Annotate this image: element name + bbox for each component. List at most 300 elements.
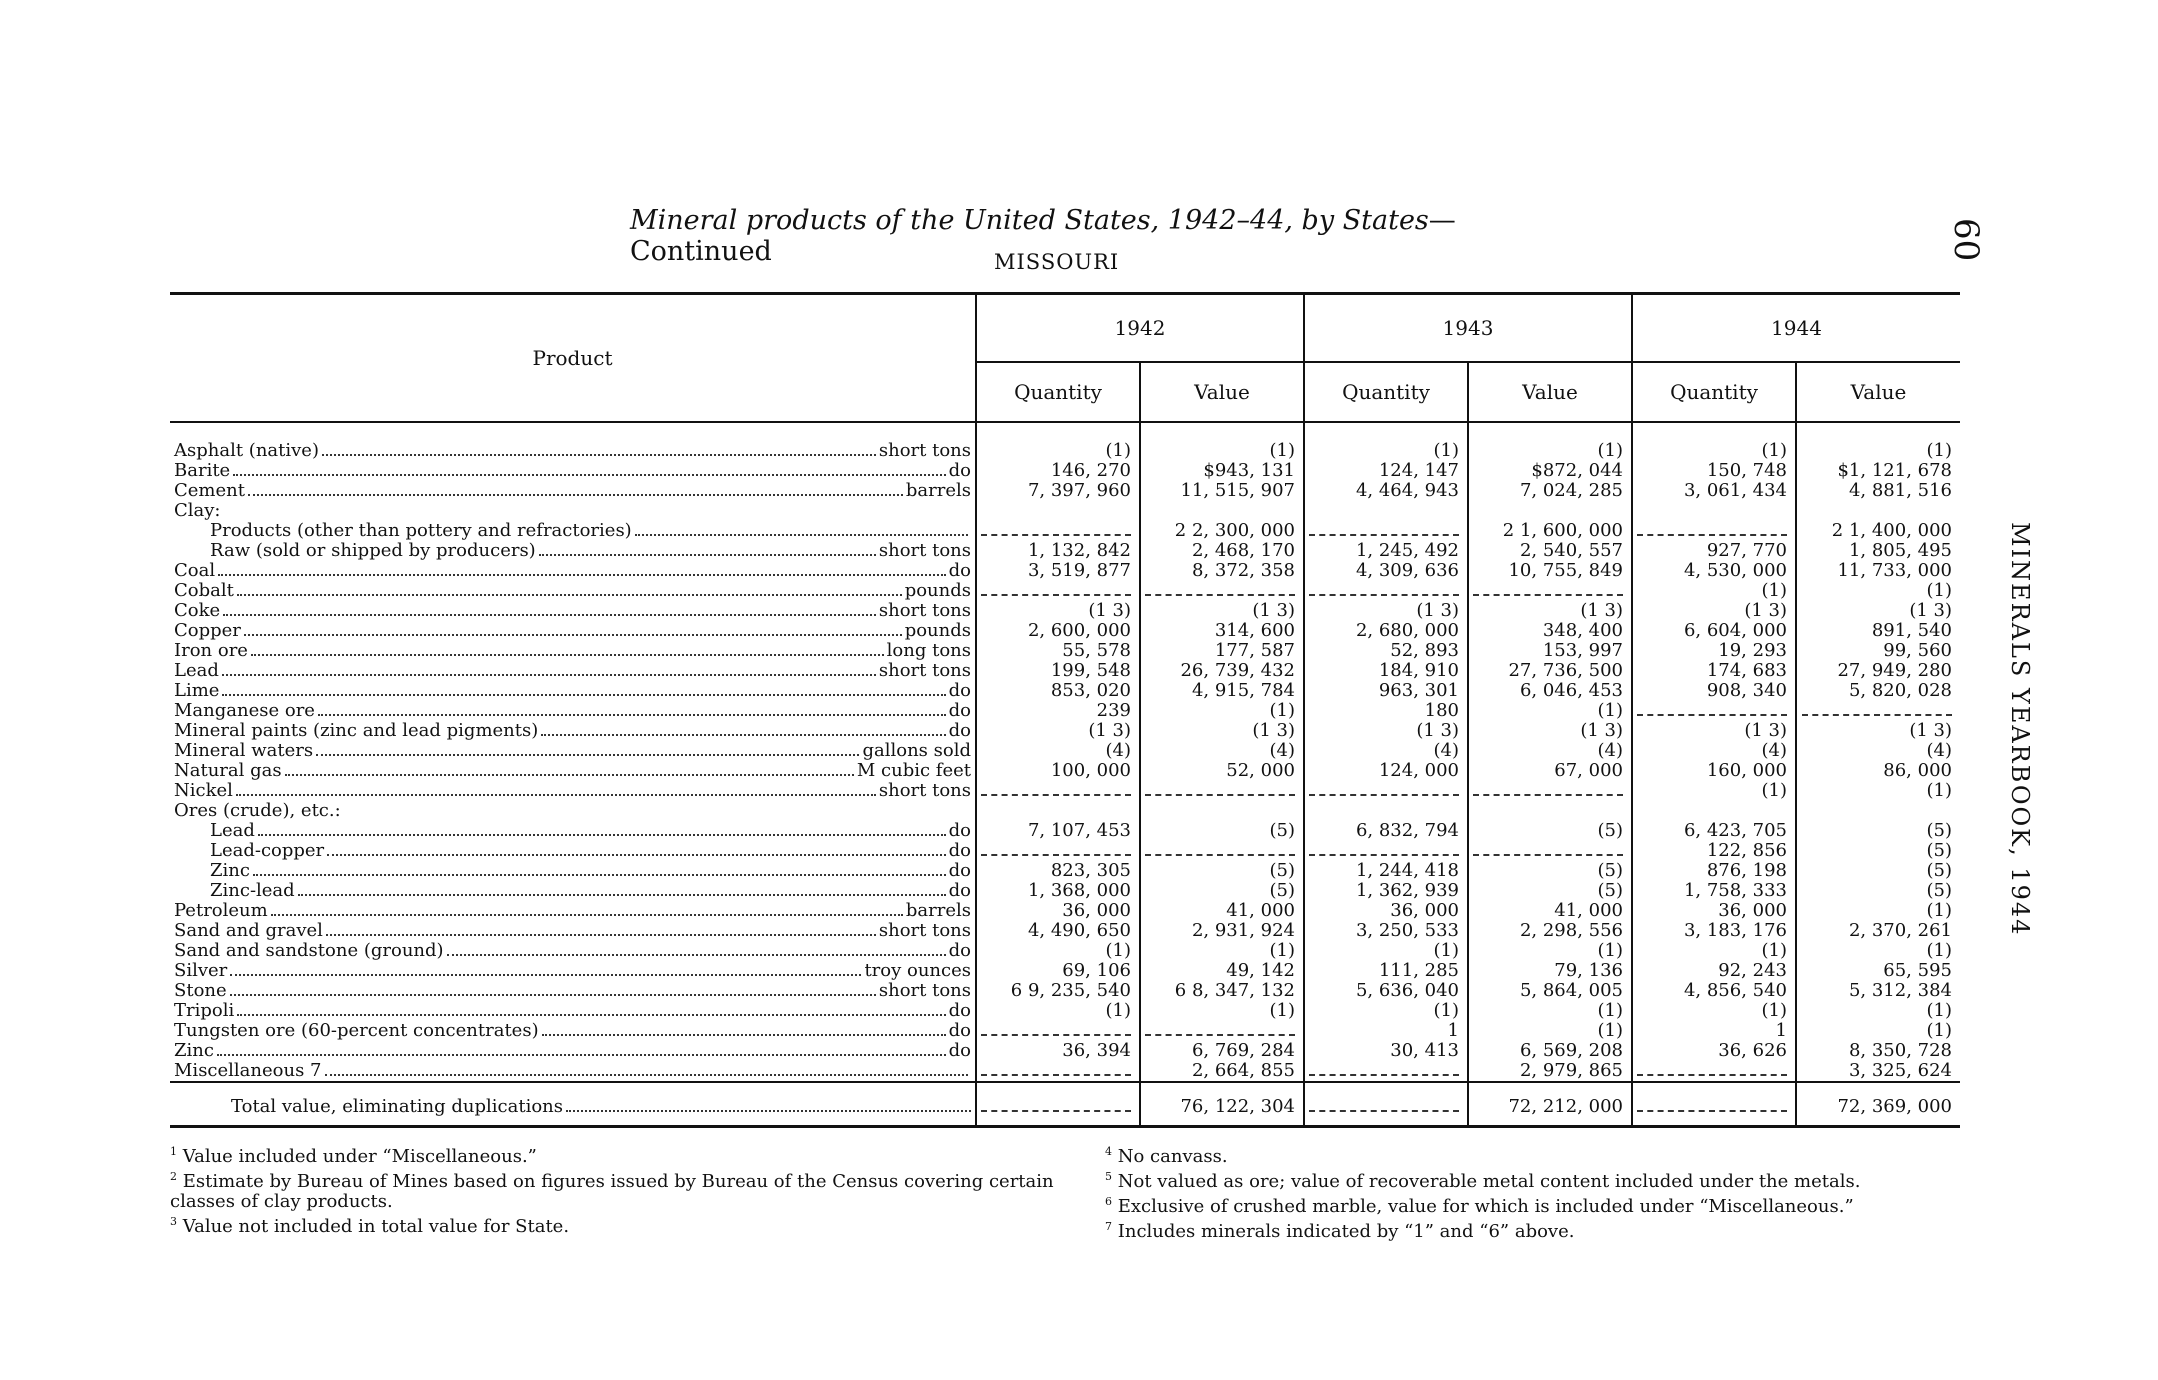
number-cell: [1632, 501, 1796, 521]
number-cell: [1796, 721, 1960, 741]
cell-value: (5): [1926, 820, 1952, 841]
table-row: [170, 941, 1960, 961]
footnote-mark: 2: [170, 1170, 177, 1183]
product-cell: [170, 1001, 976, 1021]
product-cell: [170, 721, 976, 741]
cell-value: (5): [1269, 820, 1295, 841]
blank-dash: [1473, 782, 1623, 796]
number-cell: [1468, 461, 1632, 481]
number-cell: [1468, 641, 1632, 661]
product-name: Coal: [174, 561, 216, 581]
cell-value: 10, 755, 849: [1508, 560, 1623, 581]
total-cell: [1796, 1082, 1960, 1127]
number-cell: [1796, 701, 1960, 721]
number-cell: [976, 801, 1140, 821]
product-unit: do: [948, 1041, 971, 1061]
number-cell: [1140, 721, 1304, 741]
number-cell: [1304, 781, 1468, 801]
product-cell: [170, 661, 976, 681]
product-cell: [170, 781, 976, 801]
number-cell: [1632, 661, 1796, 681]
number-cell: [1632, 701, 1796, 721]
blank-dash: [1309, 522, 1459, 536]
cell-value: 41, 000: [1226, 900, 1295, 921]
cell-value: 2, 664, 855: [1191, 1060, 1295, 1081]
cell-value: (4): [1597, 740, 1623, 761]
cell-value: 4, 915, 784: [1191, 680, 1295, 701]
cell-value: (1): [1761, 780, 1787, 801]
number-cell: [1632, 1001, 1796, 1021]
product-unit: do: [948, 841, 971, 861]
mineral-products-table: [170, 292, 1960, 1128]
cell-value: (4): [1433, 740, 1459, 761]
product-name: Miscellaneous 7: [174, 1061, 322, 1081]
value-header: Value: [1796, 362, 1960, 422]
cell-value: (1 3): [1416, 720, 1459, 741]
blank-dash: [1309, 582, 1459, 596]
cell-value: 1, 368, 000: [1027, 880, 1131, 901]
number-cell: [976, 1001, 1140, 1021]
quantity-header: Quantity: [1304, 362, 1468, 422]
number-cell: [976, 981, 1140, 1001]
table-row: [170, 901, 1960, 921]
cell-value: 2, 931, 924: [1191, 920, 1295, 941]
cell-value: (1): [1269, 700, 1295, 721]
number-cell: [1140, 761, 1304, 781]
cell-value: 7, 397, 960: [1027, 480, 1131, 501]
number-cell: [1796, 601, 1960, 621]
cell-value: 4, 530, 000: [1683, 560, 1787, 581]
number-cell: [976, 741, 1140, 761]
number-cell: [976, 621, 1140, 641]
number-cell: [1796, 661, 1960, 681]
number-cell: [1140, 501, 1304, 521]
state-heading: MISSOURI: [994, 250, 1120, 274]
cell-value: 8, 350, 728: [1848, 1040, 1952, 1061]
number-cell: [1140, 981, 1304, 1001]
footnote-mark: 4: [1105, 1145, 1112, 1158]
number-cell: [1140, 941, 1304, 961]
product-unit: short tons: [878, 981, 971, 1001]
footnotes-left: [170, 1142, 1060, 1237]
number-cell: [1468, 981, 1632, 1001]
table-row: [170, 1041, 1960, 1061]
product-cell: [170, 841, 976, 861]
cell-value: (1): [1105, 440, 1131, 461]
number-cell: [1304, 661, 1468, 681]
total-cell: [1304, 1082, 1468, 1127]
blank-dash: [1637, 702, 1787, 716]
product-name: Ores (crude), etc.:: [174, 801, 341, 821]
footnote: [1105, 1167, 1985, 1192]
number-cell: [1632, 422, 1796, 461]
number-cell: [1632, 581, 1796, 601]
number-cell: [1796, 921, 1960, 941]
footnote-text: Exclusive of crushed marble, value for which is included under “Miscellaneous.”: [1117, 1196, 1854, 1217]
cell-value: (1 3): [1088, 720, 1131, 741]
product-cell: [170, 861, 976, 881]
number-cell: [1632, 681, 1796, 701]
number-cell: [1632, 561, 1796, 581]
product-cell: [170, 641, 976, 661]
cell-value: 36, 000: [1390, 900, 1459, 921]
blank-dash: [1309, 782, 1459, 796]
table-row: [170, 1001, 1960, 1021]
footnote: [170, 1167, 1060, 1212]
cell-value: 122, 856: [1706, 840, 1787, 861]
number-cell: [976, 422, 1140, 461]
table-row: [170, 701, 1960, 721]
cell-value: 36, 000: [1718, 900, 1787, 921]
product-cell: [170, 461, 976, 481]
product-unit: do: [948, 1001, 971, 1021]
cell-value: 52, 893: [1390, 640, 1459, 661]
number-cell: [1468, 1061, 1632, 1082]
total-cell: [1468, 1082, 1632, 1127]
product-unit: short tons: [878, 601, 971, 621]
product-unit: do: [948, 821, 971, 841]
cell-value: 876, 198: [1706, 860, 1787, 881]
value-header: Value: [1468, 362, 1632, 422]
product-unit: do: [948, 721, 971, 741]
cell-value: 184, 910: [1378, 660, 1459, 681]
blank-dash: [1637, 1062, 1787, 1076]
cell-value: 314, 600: [1214, 620, 1295, 641]
cell-value: 177, 587: [1214, 640, 1295, 661]
cell-value: 36, 626: [1718, 1040, 1787, 1061]
cell-value: 92, 243: [1718, 960, 1787, 981]
cell-value: 927, 770: [1706, 540, 1787, 561]
table-row: [170, 581, 1960, 601]
product-cell: [170, 901, 976, 921]
cell-value: (1 3): [1252, 720, 1295, 741]
cell-value: (1 3): [1580, 720, 1623, 741]
cell-value: (1): [1597, 1020, 1623, 1041]
product-name: Sand and sandstone (ground): [174, 941, 444, 961]
number-cell: [976, 961, 1140, 981]
cell-value: (1): [1761, 1000, 1787, 1021]
number-cell: [1304, 741, 1468, 761]
cell-value: 146, 270: [1050, 460, 1131, 481]
total-cell: [976, 1082, 1140, 1127]
product-name: Mineral waters: [174, 741, 314, 761]
blank-dash: [1473, 842, 1623, 856]
blank-dash: [1802, 702, 1952, 716]
table-row: [170, 661, 1960, 681]
cell-value: 891, 540: [1871, 620, 1952, 641]
cell-value: (1): [1269, 1000, 1295, 1021]
blank-dash: [1637, 522, 1787, 536]
page-number: 60: [1946, 218, 1986, 262]
cell-value: (1): [1105, 1000, 1131, 1021]
cell-value: (1 3): [1088, 600, 1131, 621]
cell-value: 124, 147: [1378, 460, 1459, 481]
blank-dash: [1145, 782, 1295, 796]
number-cell: [1304, 701, 1468, 721]
product-unit: do: [948, 941, 971, 961]
cell-value: 4, 490, 650: [1027, 920, 1131, 941]
table-row: [170, 741, 1960, 761]
number-cell: [976, 1021, 1140, 1041]
blank-dash: [1309, 1062, 1459, 1076]
footnote-text: Includes minerals indicated by “1” and “6” above.: [1117, 1221, 1575, 1242]
blank-dash: [1309, 842, 1459, 856]
number-cell: [976, 921, 1140, 941]
number-cell: [1468, 422, 1632, 461]
cell-value: 3, 183, 176: [1683, 920, 1787, 941]
product-name: Barite: [174, 461, 231, 481]
product-unit: pounds: [904, 581, 971, 601]
product-unit: do: [948, 461, 971, 481]
number-cell: [1796, 841, 1960, 861]
number-cell: [1468, 861, 1632, 881]
blank-dash: [981, 782, 1131, 796]
number-cell: [1304, 1001, 1468, 1021]
cell-value: 4, 856, 540: [1683, 980, 1787, 1001]
table-row: [170, 761, 1960, 781]
blank-dash: [1637, 1098, 1787, 1112]
number-cell: [976, 521, 1140, 541]
product-cell: [170, 621, 976, 641]
number-cell: [1140, 881, 1304, 901]
cell-value: 348, 400: [1542, 620, 1623, 641]
product-cell: [170, 941, 976, 961]
footnote-text: Value not included in total value for State.: [182, 1216, 570, 1237]
number-cell: [1140, 801, 1304, 821]
cell-value: 180: [1424, 700, 1459, 721]
blank-dash: [981, 1062, 1131, 1076]
number-cell: [1796, 541, 1960, 561]
number-cell: [1304, 881, 1468, 901]
cell-value: (1): [1926, 780, 1952, 801]
quantity-header: Quantity: [1632, 362, 1796, 422]
footnote-text: Not valued as ore; value of recoverable metal content included under the metals.: [1117, 1171, 1861, 1192]
cell-value: (1): [1269, 440, 1295, 461]
number-cell: [1796, 581, 1960, 601]
cell-value: 3, 519, 877: [1027, 560, 1131, 581]
cell-value: 174, 683: [1706, 660, 1787, 681]
cell-value: 27, 949, 280: [1837, 660, 1952, 681]
product-cell: [170, 601, 976, 621]
number-cell: [1304, 581, 1468, 601]
cell-value: 6, 046, 453: [1519, 680, 1623, 701]
number-cell: [1304, 1061, 1468, 1082]
number-cell: [1796, 501, 1960, 521]
number-cell: [976, 481, 1140, 501]
number-cell: [1468, 961, 1632, 981]
cell-value: (5): [1597, 820, 1623, 841]
footnote-text: No canvass.: [1117, 1146, 1228, 1167]
number-cell: [1304, 1021, 1468, 1041]
cell-value: (1): [1433, 940, 1459, 961]
cell-value: 8, 372, 358: [1191, 560, 1295, 581]
table-row: [170, 641, 1960, 661]
cell-value: 100, 000: [1050, 760, 1131, 781]
product-name: Zinc-lead: [210, 881, 295, 901]
product-name: Stone: [174, 981, 227, 1001]
cell-value: 52, 000: [1226, 760, 1295, 781]
number-cell: [1304, 841, 1468, 861]
table-row: [170, 541, 1960, 561]
number-cell: [1632, 1041, 1796, 1061]
cell-value: (1): [1597, 440, 1623, 461]
table-row: [170, 1061, 1960, 1082]
cell-value: 1, 244, 418: [1355, 860, 1459, 881]
cell-value: 1, 805, 495: [1848, 540, 1952, 561]
year-header: 1942: [976, 294, 1304, 363]
number-cell: [1468, 521, 1632, 541]
cell-value: (4): [1105, 740, 1131, 761]
number-cell: [976, 1041, 1140, 1061]
number-cell: [1140, 741, 1304, 761]
cell-value: $943, 131: [1203, 460, 1295, 481]
number-cell: [1468, 741, 1632, 761]
number-cell: [1796, 521, 1960, 541]
number-cell: [1796, 761, 1960, 781]
number-cell: [1140, 601, 1304, 621]
number-cell: [976, 541, 1140, 561]
footnote-text: Value included under “Miscellaneous.”: [182, 1146, 537, 1167]
cell-value: (1): [1269, 940, 1295, 961]
number-cell: [1140, 921, 1304, 941]
cell-value: (1): [1433, 440, 1459, 461]
number-cell: [1140, 422, 1304, 461]
cell-value: 65, 595: [1883, 960, 1952, 981]
product-cell: [170, 501, 976, 521]
product-name: Products (other than pottery and refractories): [210, 521, 632, 541]
number-cell: [1140, 641, 1304, 661]
number-cell: [1304, 861, 1468, 881]
cell-value: (1): [1105, 940, 1131, 961]
table-row: [170, 841, 1960, 861]
number-cell: [1304, 801, 1468, 821]
number-cell: [1632, 481, 1796, 501]
product-unit: short tons: [878, 661, 971, 681]
cell-value: (1 3): [1580, 600, 1623, 621]
number-cell: [1796, 961, 1960, 981]
number-cell: [976, 881, 1140, 901]
number-cell: [1468, 541, 1632, 561]
number-cell: [1796, 941, 1960, 961]
title-italic: Mineral products of the United States, 1942–44, by States: [630, 205, 1429, 236]
cell-value: (1): [1433, 1000, 1459, 1021]
cell-value: (5): [1926, 880, 1952, 901]
cell-value: (1 3): [1744, 600, 1787, 621]
blank-dash: [981, 1098, 1131, 1112]
table-row: [170, 881, 1960, 901]
cell-value: 5, 864, 005: [1519, 980, 1623, 1001]
footnote-mark: 7: [1105, 1220, 1112, 1233]
table-row: [170, 821, 1960, 841]
product-cell: [170, 561, 976, 581]
cell-value: 1, 362, 939: [1355, 880, 1459, 901]
number-cell: [1304, 501, 1468, 521]
cell-value: 1, 758, 333: [1683, 880, 1787, 901]
table-body: [170, 422, 1960, 1082]
table-row: [170, 921, 1960, 941]
number-cell: [1304, 761, 1468, 781]
table-row: [170, 621, 1960, 641]
number-cell: [1304, 422, 1468, 461]
product-name: Silver: [174, 961, 228, 981]
product-unit: short tons: [878, 781, 971, 801]
product-name: Tungsten ore (60-percent concentrates): [174, 1021, 539, 1041]
running-title: MINERALS YEARBOOK, 1944: [2006, 522, 2034, 937]
number-cell: [1304, 561, 1468, 581]
cell-value: 4, 309, 636: [1355, 560, 1459, 581]
number-cell: [976, 561, 1140, 581]
cell-value: 5, 636, 040: [1355, 980, 1459, 1001]
product-cell: [170, 741, 976, 761]
number-cell: [1304, 461, 1468, 481]
number-cell: [1632, 601, 1796, 621]
product-unit: do: [948, 681, 971, 701]
product-name: Cement: [174, 481, 245, 501]
cell-value: (1): [1597, 940, 1623, 961]
number-cell: [1140, 841, 1304, 861]
cell-value: 199, 548: [1050, 660, 1131, 681]
table-row: [170, 422, 1960, 461]
number-cell: [1304, 901, 1468, 921]
number-cell: [1140, 901, 1304, 921]
cell-value: 6, 569, 208: [1519, 1040, 1623, 1061]
number-cell: [1796, 741, 1960, 761]
number-cell: [1468, 501, 1632, 521]
product-name: Manganese ore: [174, 701, 315, 721]
cell-value: 2, 600, 000: [1027, 620, 1131, 641]
footnote-mark: 5: [1105, 1170, 1112, 1183]
number-cell: [1632, 801, 1796, 821]
number-cell: [1468, 901, 1632, 921]
number-cell: [976, 1061, 1140, 1082]
product-name: Sand and gravel: [174, 921, 323, 941]
number-cell: [1632, 521, 1796, 541]
product-unit: troy ounces: [864, 961, 971, 981]
cell-value: $872, 044: [1531, 460, 1623, 481]
product-name: Iron ore: [174, 641, 248, 661]
number-cell: [1796, 1041, 1960, 1061]
number-cell: [1796, 641, 1960, 661]
product-name: Copper: [174, 621, 241, 641]
cell-value: 4, 464, 943: [1355, 480, 1459, 501]
cell-value: (1): [1926, 940, 1952, 961]
product-cell: [170, 981, 976, 1001]
product-name: Zinc: [174, 1041, 214, 1061]
number-cell: [1140, 1061, 1304, 1082]
product-cell: [170, 521, 976, 541]
table-title: [0, 205, 1500, 267]
table-row: [170, 601, 1960, 621]
number-cell: [1468, 801, 1632, 821]
product-unit: short tons: [878, 440, 971, 461]
cell-value: (4): [1269, 740, 1295, 761]
number-cell: [1632, 781, 1796, 801]
table-row: [170, 681, 1960, 701]
table-row: [170, 721, 1960, 741]
number-cell: [1632, 621, 1796, 641]
cell-value: 153, 997: [1542, 640, 1623, 661]
cell-value: (1): [1761, 440, 1787, 461]
table-row: [170, 961, 1960, 981]
cell-value: (1 3): [1909, 600, 1952, 621]
cell-value: (1 3): [1252, 600, 1295, 621]
number-cell: [976, 901, 1140, 921]
cell-value: 963, 301: [1378, 680, 1459, 701]
number-cell: [1304, 621, 1468, 641]
number-cell: [1468, 561, 1632, 581]
product-name: Lime: [174, 681, 220, 701]
number-cell: [1796, 821, 1960, 841]
